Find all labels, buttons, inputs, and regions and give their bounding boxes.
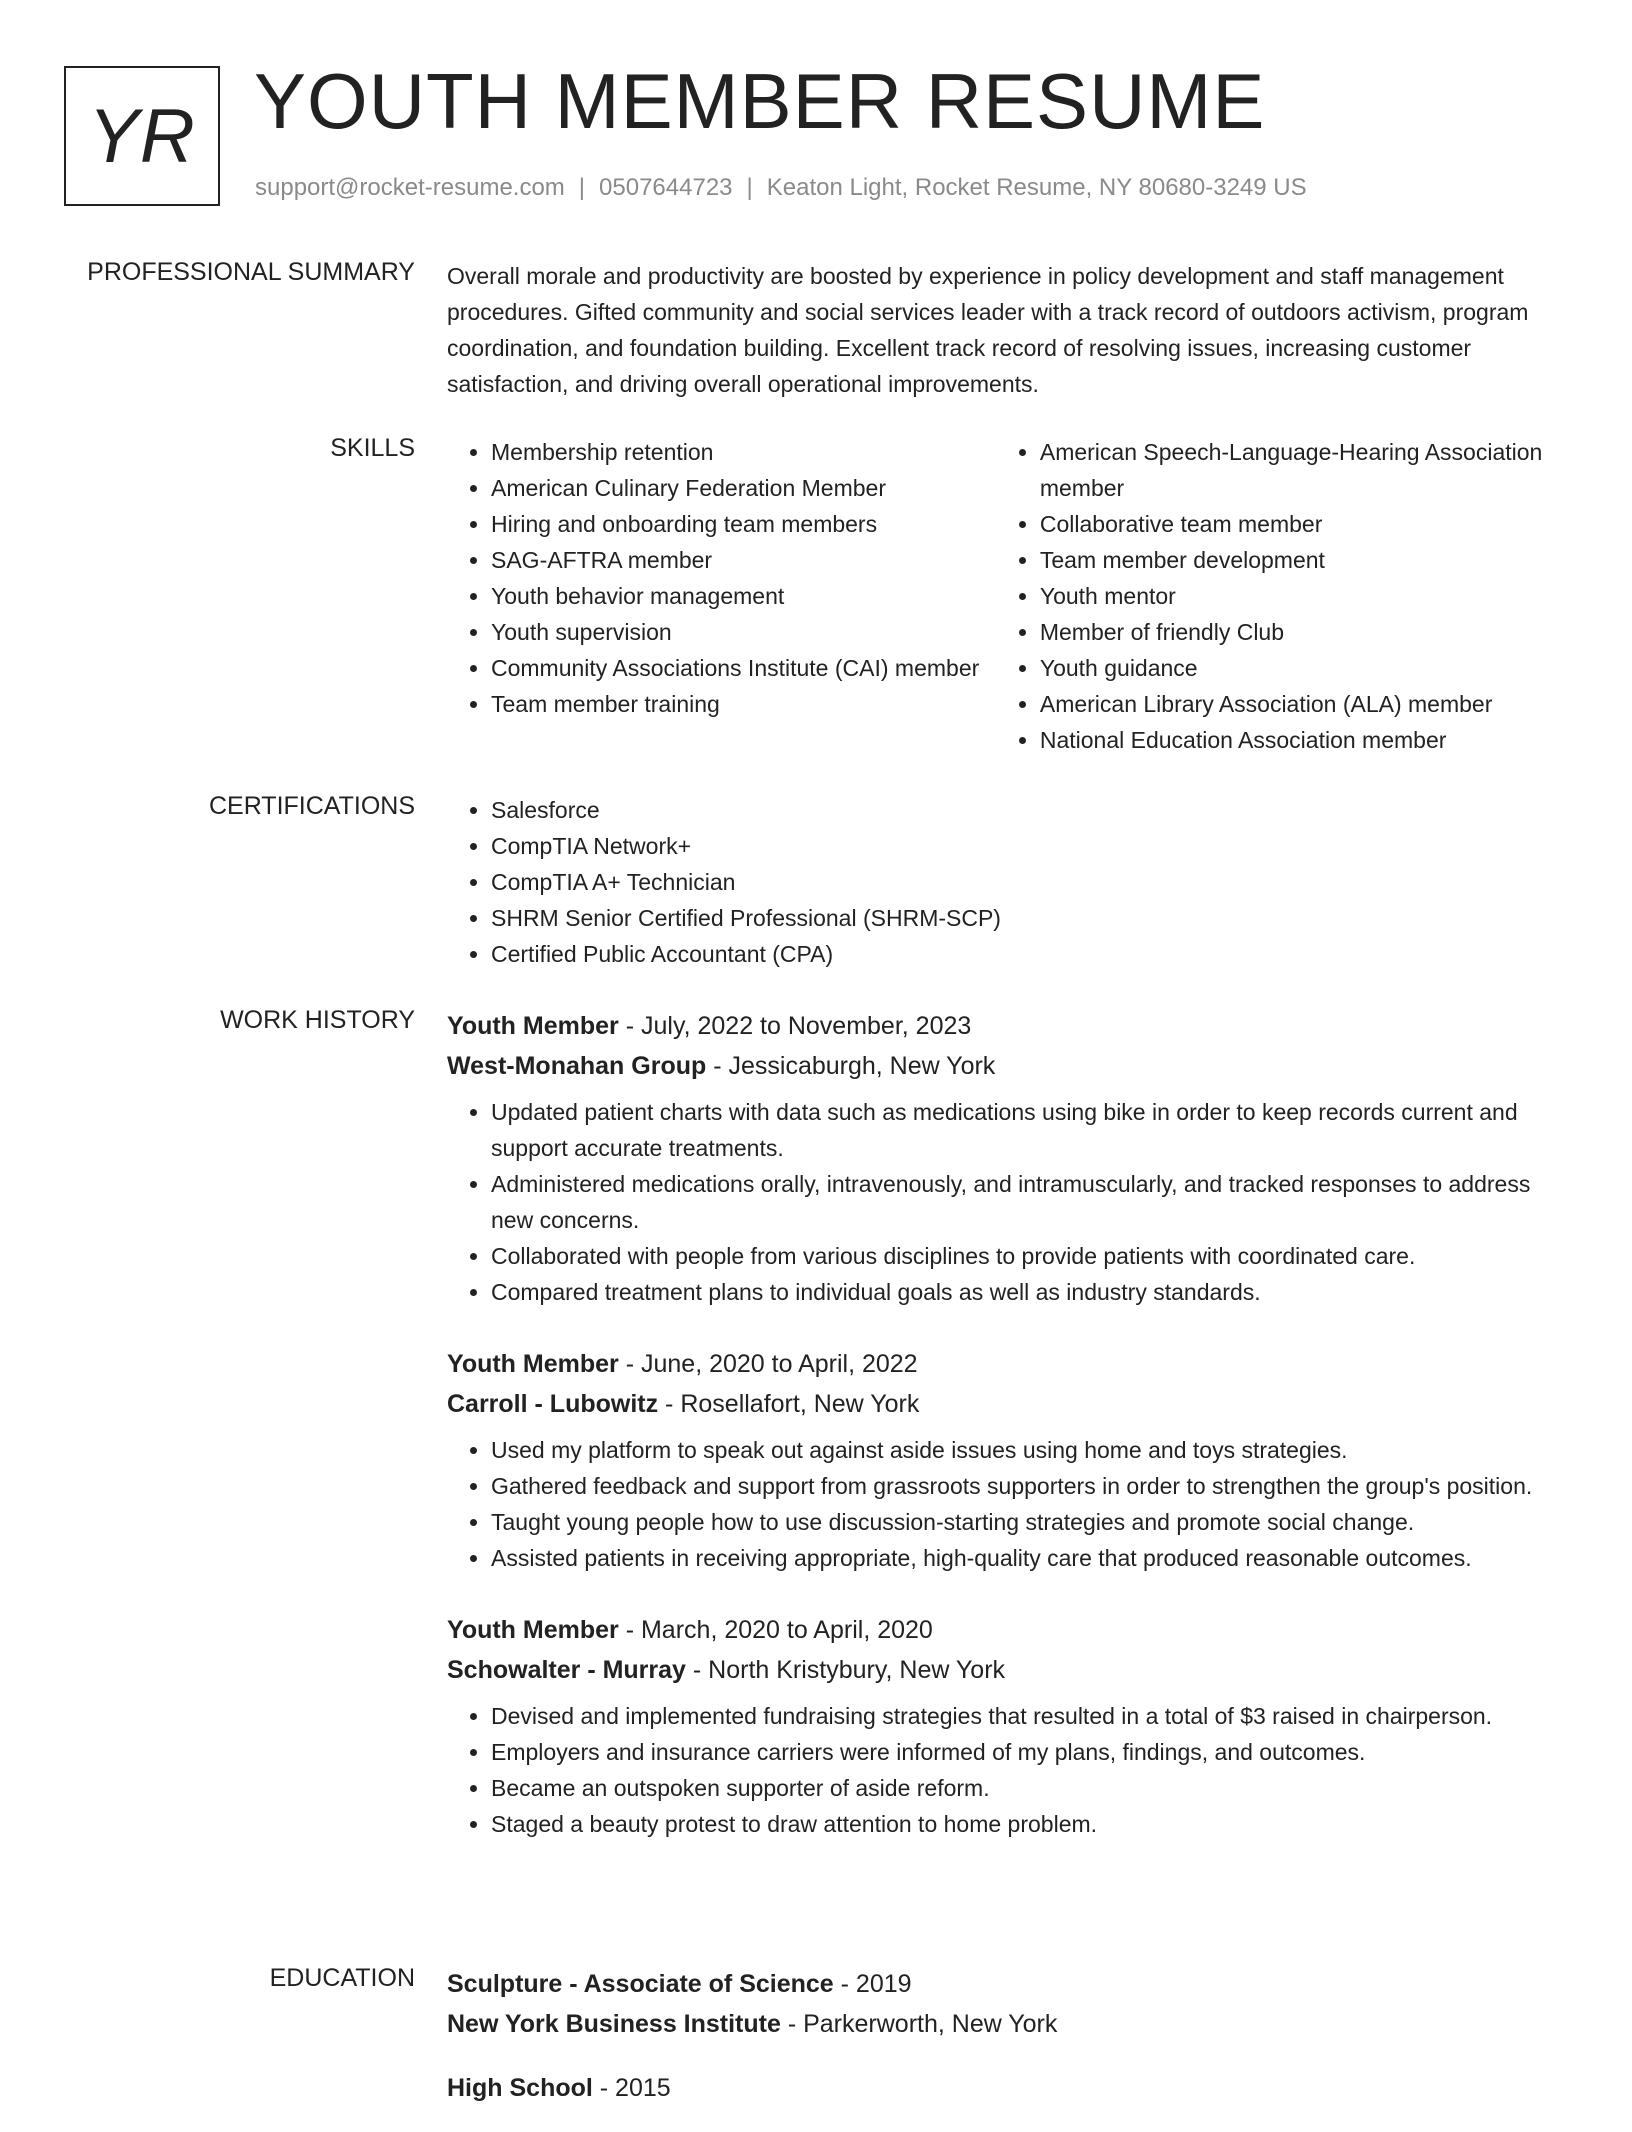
job-dates: - July, 2022 to November, 2023 <box>618 1012 972 1040</box>
skills-list-right <box>996 434 1565 758</box>
education-degree-line <box>447 1964 1565 2004</box>
job-entry <box>447 1006 1565 1310</box>
contact-email[interactable]: support@rocket-resume.com <box>255 174 565 201</box>
job-duty: • Became an outspoken supporter of aside reform. <box>491 1770 1565 1806</box>
job-title: Youth Member <box>447 1012 619 1040</box>
job-duty: • Gathered feedback and support from grassroots supporters in order to strengthen the group's position. <box>491 1468 1565 1504</box>
certification-item: • Salesforce <box>491 792 1565 828</box>
monogram-logo: YR <box>64 66 220 206</box>
contact-address: Keaton Light, Rocket Resume, NY 80680-3249 US <box>766 174 1307 201</box>
education-degree: High School <box>447 2074 593 2102</box>
education-entry <box>447 2068 1565 2108</box>
certifications-list <box>447 792 1565 972</box>
job-duties <box>447 1094 1565 1310</box>
job-entry <box>447 1610 1565 1842</box>
skill-item: • American Speech-Language-Hearing Association member <box>1040 434 1565 506</box>
job-location: - Rosellafort, New York <box>658 1390 920 1418</box>
job-company: Schowalter - Murray <box>447 1656 686 1684</box>
skill-item: • Member of friendly Club <box>1040 614 1565 650</box>
skill-item: • Team member training <box>491 686 996 722</box>
skill-item: • American Library Association (ALA) member <box>1040 686 1565 722</box>
skill-item: • National Education Association member <box>1040 722 1565 758</box>
education-entry <box>447 1964 1565 2044</box>
job-duty: • Administered medications orally, intravenously, and intramuscularly, and tracked responses to address new concerns. <box>491 1166 1565 1238</box>
section-label-certifications: CERTIFICATIONS <box>208 792 415 820</box>
job-duties <box>447 1432 1565 1576</box>
skill-item: • Youth supervision <box>491 614 996 650</box>
job-duty: • Collaborated with people from various disciplines to provide patients with coordinated care. <box>491 1238 1565 1274</box>
contact-line <box>255 174 1307 202</box>
job-duty: • Devised and implemented fundraising strategies that resulted in a total of $3 raised in chairperson. <box>491 1698 1565 1734</box>
education-year: - 2019 <box>833 1970 912 1998</box>
job-company: Carroll - Lubowitz <box>447 1390 659 1418</box>
education-school-line <box>447 2004 1565 2044</box>
job-company-line <box>447 1650 1565 1690</box>
job-duty: • Updated patient charts with data such as medications using bike in order to keep records current and support accurate treatments. <box>491 1094 1565 1166</box>
education-location: - Parkerworth, New York <box>780 2010 1058 2038</box>
job-title: Youth Member <box>447 1616 619 1644</box>
certification-item: • SHRM Senior Certified Professional (SHRM-SCP) <box>491 900 1565 936</box>
skill-item: • Hiring and onboarding team members <box>491 506 996 542</box>
contact-separator: | <box>578 174 586 201</box>
skill-item: • Youth mentor <box>1040 578 1565 614</box>
job-title: Youth Member <box>447 1350 619 1378</box>
education-degree-line <box>447 2068 1565 2108</box>
job-duty: • Compared treatment plans to individual goals as well as industry standards. <box>491 1274 1565 1310</box>
job-company-line <box>447 1046 1565 1086</box>
job-location: - Jessicaburgh, New York <box>706 1052 996 1080</box>
skill-item: • SAG-AFTRA member <box>491 542 996 578</box>
skill-item: • American Culinary Federation Member <box>491 470 996 506</box>
job-company: West-Monahan Group <box>447 1052 707 1080</box>
contact-separator: | <box>746 174 753 201</box>
education-year: - 2015 <box>592 2074 671 2102</box>
skill-item: • Team member development <box>1040 542 1565 578</box>
skill-item: • Community Associations Institute (CAI) member <box>491 650 996 686</box>
job-dates: - June, 2020 to April, 2022 <box>618 1350 918 1378</box>
skill-item: • Youth guidance <box>1040 650 1565 686</box>
job-dates: - March, 2020 to April, 2020 <box>618 1616 933 1644</box>
job-entry <box>447 1344 1565 1576</box>
section-label-summary: PROFESSIONAL SUMMARY <box>87 258 415 286</box>
job-title-line <box>447 1344 1565 1384</box>
summary-text: Overall morale and productivity are boosted by experience in policy development and staff management procedures. Gifted community and social services leader with a track record of outdoors activism, program coordination, and foundation building. Excellent track record of resolving issues, increasing customer satisfaction, and driving overall operational improvements. <box>447 263 1529 397</box>
job-duty: • Staged a beauty protest to draw attention to home problem. <box>491 1806 1565 1842</box>
job-company-line <box>447 1384 1565 1424</box>
job-duty: • Used my platform to speak out against aside issues using home and toys strategies. <box>491 1432 1565 1468</box>
job-duties <box>447 1698 1565 1842</box>
skill-item: • Youth behavior management <box>491 578 996 614</box>
skill-item: • Collaborative team member <box>1040 506 1565 542</box>
education-school: New York Business Institute <box>447 2010 781 2038</box>
section-label-skills: SKILLS <box>330 434 415 462</box>
job-title-line <box>447 1006 1565 1046</box>
education-degree: Sculpture - Associate of Science <box>447 1970 834 1998</box>
job-duty: • Employers and insurance carriers were informed of my plans, findings, and outcomes. <box>491 1734 1565 1770</box>
job-duty: • Taught young people how to use discussion-starting strategies and promote social change. <box>491 1504 1565 1540</box>
section-label-work-history: WORK HISTORY <box>220 1006 415 1034</box>
skill-item: • Membership retention <box>491 434 996 470</box>
certification-item: • CompTIA A+ Technician <box>491 864 1565 900</box>
contact-phone[interactable]: 0507644723 <box>599 174 733 201</box>
job-location: - North Kristybury, New York <box>685 1656 1006 1684</box>
job-duty: • Assisted patients in receiving appropriate, high-quality care that produced reasonable outcomes. <box>491 1540 1565 1576</box>
job-title-line <box>447 1610 1565 1650</box>
certification-item: • CompTIA Network+ <box>491 828 1565 864</box>
section-label-education: EDUCATION <box>269 1964 415 1992</box>
resume-title: YOUTH MEMBER RESUME <box>254 57 1266 145</box>
certification-item: • Certified Public Accountant (CPA) <box>491 936 1565 972</box>
skills-list-left <box>447 434 996 758</box>
